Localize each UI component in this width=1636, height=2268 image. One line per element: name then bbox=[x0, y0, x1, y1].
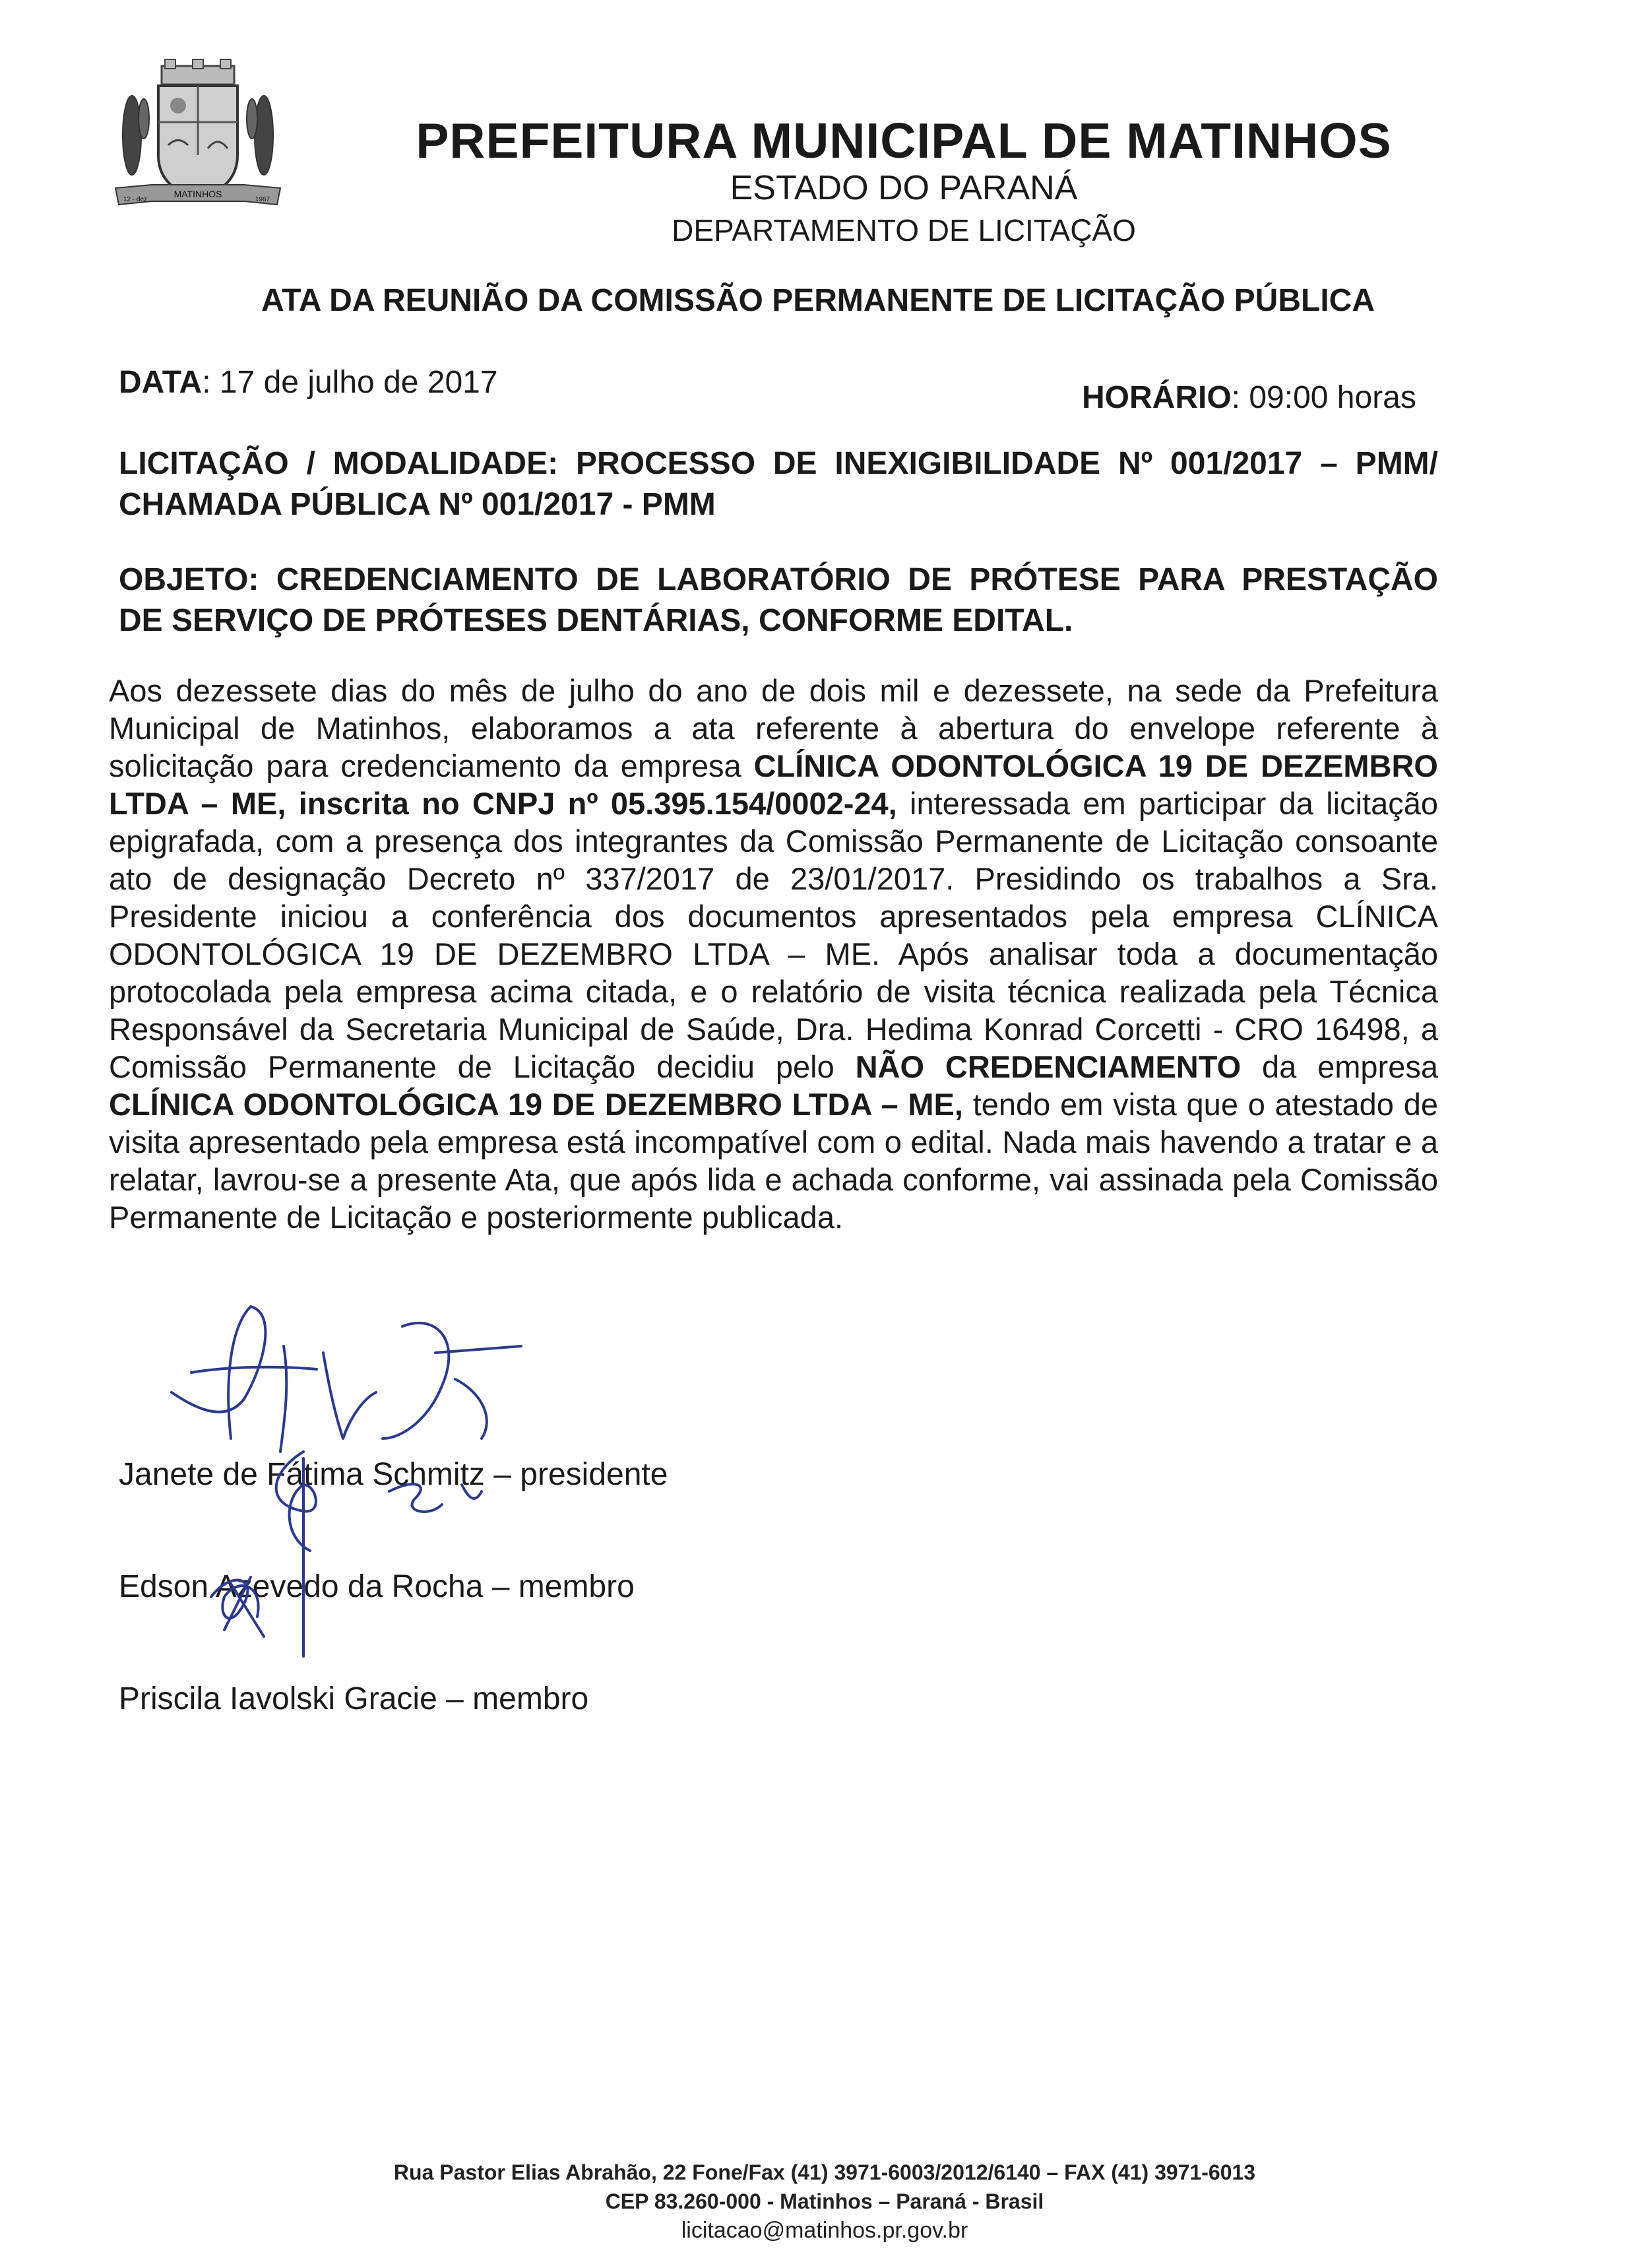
crest-left-text: 12 - dez bbox=[123, 196, 148, 203]
company-name-bold: CLÍNICA ODONTOLÓGICA 19 DE DEZEMBRO LTDA – ME, inscrita no CNPJ nº 05.395.154/0002-24, bbox=[109, 748, 1438, 821]
signatory-member-2: Priscila Iavolski Gracie – membro bbox=[119, 1681, 589, 1716]
signatory-president: Janete de Fátima Schmitz – presidente bbox=[119, 1457, 668, 1492]
body-text-4: tendo em vista que o atestado de visita apresentado pela empresa está incompatível com o edital. Nada mais havendo a tratar e a relatar, lavrou-se a presente Ata, que após lida e achada conforme, vai assinada pela Comissão Permanente de Licitação e posteriormente publicada. bbox=[109, 1087, 1438, 1235]
object-block bbox=[119, 560, 1438, 641]
signatory-member-1: Edson Azevedo da Rocha – membro bbox=[119, 1569, 635, 1604]
object-line-1: OBJETO: CREDENCIAMENTO DE LABORATÓRIO DE PRÓTESE PARA PRESTAÇÃO bbox=[119, 562, 1438, 597]
modality-block bbox=[119, 443, 1438, 525]
department-subtitle: DEPARTAMENTO DE LICITAÇÃO bbox=[672, 213, 1136, 247]
footer-city: CEP 83.260-000 - Matinhos – Paraná - Brasil bbox=[605, 2189, 1044, 2213]
body-text-3: da empresa bbox=[1241, 1049, 1438, 1084]
body-text-2: interessada em participar da licitação epigrafada, com a presença dos integrantes da Comissão Permanente de Licitação consoante ato de designação Decreto nº 337/2017 de 23/01/2017. Presidindo os trabalhos a Sra. Presidente iniciou a conferência dos documentos apresentados pela empresa CLÍNICA ODONTOLÓGICA 19 DE DEZEMBRO LTDA – ME. Após analisar toda a documentação protocolada pela empresa acima citada, e o relatório de visita técnica realizada pela Técnica Responsável da Secretaria Municipal de Saúde, Dra. Hedima Konrad Corcetti - CRO 16498, a Comissão Permanente de Licitação decidiu pelo bbox=[109, 786, 1438, 1084]
date-line bbox=[119, 364, 498, 401]
modality-line-2: CHAMADA PÚBLICA Nº 001/2017 - PMM bbox=[119, 487, 716, 522]
modality-line-1: LICITAÇÃO / MODALIDADE: PROCESSO DE INEXIGIBILIDADE Nº 001/2017 – PMM/ bbox=[119, 446, 1438, 481]
footer-address: Rua Pastor Elias Abrahão, 22 Fone/Fax (41) 3971-6003/2012/6140 – FAX (41) 3971-6013 bbox=[393, 2160, 1256, 2184]
minutes-body-paragraph bbox=[109, 672, 1438, 1236]
signatories-list bbox=[119, 1419, 668, 1755]
municipality-title: PREFEITURA MUNICIPAL DE MATINHOS bbox=[416, 113, 1392, 168]
time-label: HORÁRIO bbox=[1082, 380, 1232, 415]
decision-bold: NÃO CREDENCIAMENTO bbox=[855, 1049, 1242, 1084]
document-title: ATA DA REUNIÃO DA COMISSÃO PERMANENTE DE LICITAÇÃO PÚBLICA bbox=[261, 283, 1375, 318]
crest-label: MATINHOS bbox=[173, 189, 222, 199]
company-name-bold-2: CLÍNICA ODONTOLÓGICA 19 DE DEZEMBRO LTDA – ME, bbox=[109, 1087, 963, 1122]
time-line bbox=[1082, 379, 1416, 416]
date-value: : 17 de julho de 2017 bbox=[202, 365, 498, 400]
body-text-1: Aos dezessete dias do mês de julho do ano de dois mil e dezessete, na sede da Prefeitura Municipal de Matinhos, elaboramos a ata referente à abertura do envelope referente à solicitação para credenciamento da empresa bbox=[109, 673, 1438, 783]
object-line-2: DE SERVIÇO DE PRÓTESES DENTÁRIAS, CONFORME EDITAL. bbox=[119, 603, 1073, 638]
date-label: DATA bbox=[119, 365, 203, 400]
state-subtitle: ESTADO DO PARANÁ bbox=[730, 169, 1078, 207]
crest-right-text: 1967 bbox=[255, 196, 270, 203]
footer-email-link[interactable]: licitacao@matinhos.pr.gov.br bbox=[681, 2218, 968, 2243]
time-value: : 09:00 horas bbox=[1231, 380, 1416, 415]
footer-contact bbox=[198, 2158, 1451, 2245]
